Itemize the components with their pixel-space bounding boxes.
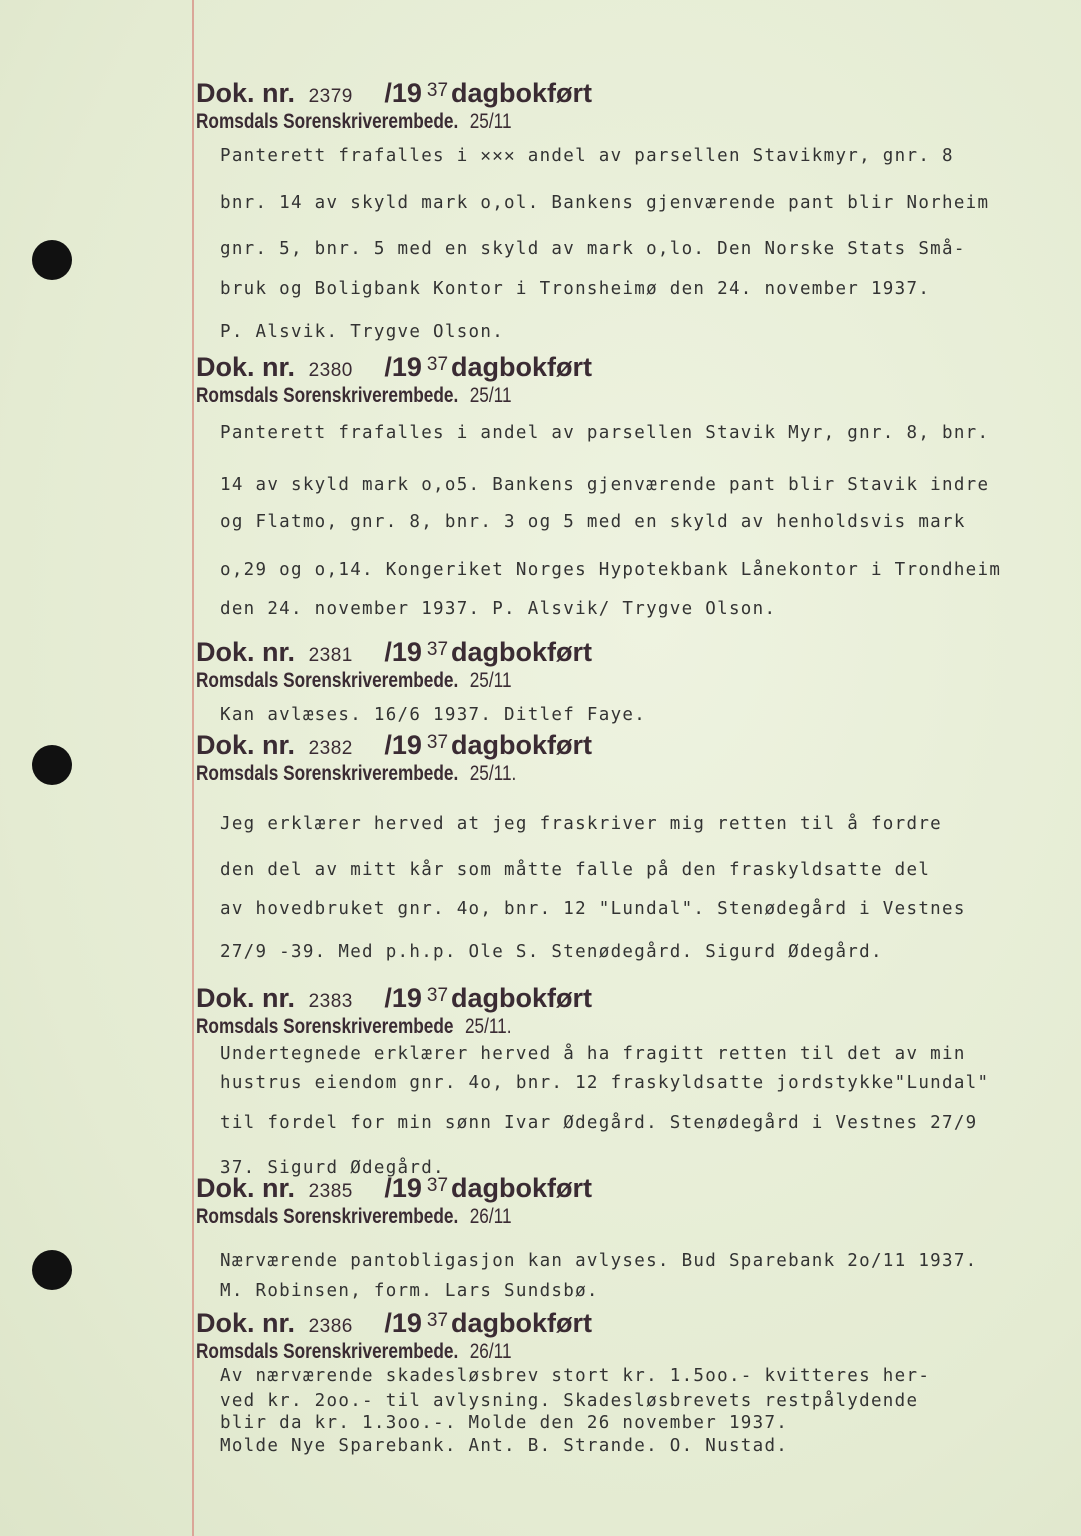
dok-label: Dok.	[196, 1308, 255, 1338]
dok-label: Dok.	[196, 1173, 255, 1203]
office-stamp	[196, 762, 516, 786]
dok-label: Dok.	[196, 352, 255, 382]
dok-label: Dok.	[196, 637, 255, 667]
nr-label: nr.	[262, 983, 296, 1013]
entry-header	[196, 1308, 1066, 1340]
text-line: P. Alsvik. Trygve Olson.	[220, 322, 505, 342]
dok-label: Dok.	[196, 983, 255, 1013]
office-name: Romsdals Sorenskriverembede.	[196, 384, 459, 407]
text-line: hustrus eiendom gnr. 4o, bnr. 12 fraskyldsatte jordstykke"Lundal"	[220, 1073, 990, 1093]
nr-label: nr.	[262, 637, 296, 667]
document-number: 2380	[308, 360, 353, 381]
year-label: /19	[384, 637, 422, 667]
entry-date: 25/11.	[469, 762, 517, 785]
year-label: /19	[384, 352, 422, 382]
dagbokfort-label: dagbokført	[451, 730, 593, 760]
office-stamp	[196, 110, 512, 134]
office-stamp	[196, 1205, 512, 1229]
year-label: /19	[384, 1173, 422, 1203]
entry-header	[196, 637, 1066, 669]
punch-hole	[32, 240, 72, 280]
text-line: til fordel for min sønn Ivar Ødegård. Stenødegård i Vestnes 27/9	[220, 1113, 978, 1133]
text-line: Kan avlæses. 16/6 1937. Ditlef Faye.	[220, 705, 647, 725]
text-line: bruk og Boligbank Kontor i Tronsheimø den 24. november 1937.	[220, 279, 931, 299]
nr-label: nr.	[262, 352, 296, 382]
dagbokfort-label: dagbokført	[451, 352, 593, 382]
office-name: Romsdals Sorenskriverembede.	[196, 762, 459, 785]
entry-header	[196, 78, 1066, 110]
year-suffix: 37	[426, 732, 449, 753]
text-line: bnr. 14 av skyld mark o,ol. Bankens gjenværende pant blir Norheim	[220, 193, 990, 213]
text-line: 27/9 -39. Med p.h.p. Ole S. Stenødegård. Sigurd Ødegård.	[220, 942, 883, 962]
document-number: 2379	[308, 86, 353, 107]
text-line: Panterett frafalles i andel av parsellen Stavik Myr, gnr. 8, bnr.	[220, 423, 990, 443]
dok-label: Dok.	[196, 730, 255, 760]
office-name: Romsdals Sorenskriverembede.	[196, 1340, 459, 1363]
text-line: av hovedbruket gnr. 4o, bnr. 12 "Lundal". Stenødegård i Vestnes	[220, 899, 966, 919]
year-suffix: 37	[426, 639, 449, 660]
document-number: 2385	[308, 1181, 353, 1202]
year-label: /19	[384, 78, 422, 108]
year-suffix: 37	[426, 354, 449, 375]
dagbokfort-label: dagbokført	[451, 1308, 593, 1338]
margin-line	[192, 0, 194, 1536]
entry-date: 25/11	[469, 384, 512, 407]
document-entry	[196, 637, 1066, 725]
entry-date: 25/11	[469, 669, 512, 692]
entry-header	[196, 1173, 1066, 1205]
nr-label: nr.	[262, 730, 296, 760]
office-name: Romsdals Sorenskriverembede.	[196, 110, 459, 133]
office-name: Romsdals Sorenskriverembede.	[196, 669, 459, 692]
dok-label: Dok.	[196, 78, 255, 108]
dagbokfort-label: dagbokført	[451, 1173, 593, 1203]
document-number: 2386	[308, 1316, 353, 1337]
nr-label: nr.	[262, 1173, 296, 1203]
text-line: Av nærværende skadesløsbrev stort kr. 1.5oo.- kvitteres her-	[220, 1366, 931, 1386]
text-line: Jeg erklærer herved at jeg fraskriver mig retten til å fordre	[220, 814, 942, 834]
year-label: /19	[384, 1308, 422, 1338]
entry-date: 25/11.	[464, 1015, 512, 1038]
office-name: Romsdals Sorenskriverembede	[196, 1015, 454, 1038]
text-line: 37. Sigurd Ødegård.	[220, 1158, 445, 1178]
dagbokfort-label: dagbokført	[451, 983, 593, 1013]
year-suffix: 37	[426, 80, 449, 101]
nr-label: nr.	[262, 1308, 296, 1338]
text-line: Panterett frafalles i ✕✕✕ andel av parsellen Stavikmyr, gnr. 8	[220, 146, 954, 166]
dagbokfort-label: dagbokført	[451, 637, 593, 667]
office-stamp	[196, 1340, 512, 1364]
document-number: 2382	[308, 738, 353, 759]
document-number: 2381	[308, 645, 353, 666]
document-entry	[196, 730, 1066, 962]
office-name: Romsdals Sorenskriverembede.	[196, 1205, 459, 1228]
entry-header	[196, 352, 1066, 384]
office-stamp	[196, 1015, 512, 1039]
entry-header	[196, 983, 1066, 1015]
year-suffix: 37	[426, 1310, 449, 1331]
text-line: Molde Nye Sparebank. Ant. B. Strande. O. Nustad.	[220, 1436, 789, 1456]
nr-label: nr.	[262, 78, 296, 108]
year-label: /19	[384, 983, 422, 1013]
dagbokfort-label: dagbokført	[451, 78, 593, 108]
text-line: gnr. 5, bnr. 5 med en skyld av mark o,lo. Den Norske Stats Små-	[220, 239, 966, 259]
punch-hole	[32, 1250, 72, 1290]
document-entry	[196, 983, 1066, 1178]
text-line: Nærværende pantobligasjon kan avlyses. Bud Sparebank 2o/11 1937.	[220, 1251, 978, 1271]
document-entry	[196, 352, 1066, 619]
entry-header	[196, 730, 1066, 762]
year-suffix: 37	[426, 985, 449, 1006]
punch-hole	[32, 745, 72, 785]
entry-date: 26/11	[469, 1205, 512, 1228]
entry-date: 26/11	[469, 1340, 512, 1363]
text-line: 14 av skyld mark o,o5. Bankens gjenværende pant blir Stavik indre	[220, 475, 990, 495]
text-line: ved kr. 2oo.- til avlysning. Skadesløsbrevets restpålydende	[220, 1391, 919, 1411]
text-line: blir da kr. 1.3oo.-. Molde den 26 november 1937.	[220, 1413, 789, 1433]
document-entry	[196, 1173, 1066, 1301]
text-line: o,29 og o,14. Kongeriket Norges Hypotekbank Lånekontor i Trondheim	[220, 560, 1002, 580]
text-line: den 24. november 1937. P. Alsvik/ Trygve Olson.	[220, 599, 777, 619]
text-line: den del av mitt kår som måtte falle på den fraskyldsatte del	[220, 860, 931, 880]
year-suffix: 37	[426, 1175, 449, 1196]
document-number: 2383	[308, 991, 353, 1012]
text-line: M. Robinsen, form. Lars Sundsbø.	[220, 1281, 599, 1301]
text-line: Undertegnede erklærer herved å ha fragitt retten til det av min	[220, 1044, 966, 1064]
office-stamp	[196, 384, 512, 408]
year-label: /19	[384, 730, 422, 760]
office-stamp	[196, 669, 512, 693]
text-line: og Flatmo, gnr. 8, bnr. 3 og 5 med en skyld av henholdsvis mark	[220, 512, 966, 532]
document-entry	[196, 78, 1066, 342]
document-entry	[196, 1308, 1066, 1456]
entry-date: 25/11	[469, 110, 512, 133]
